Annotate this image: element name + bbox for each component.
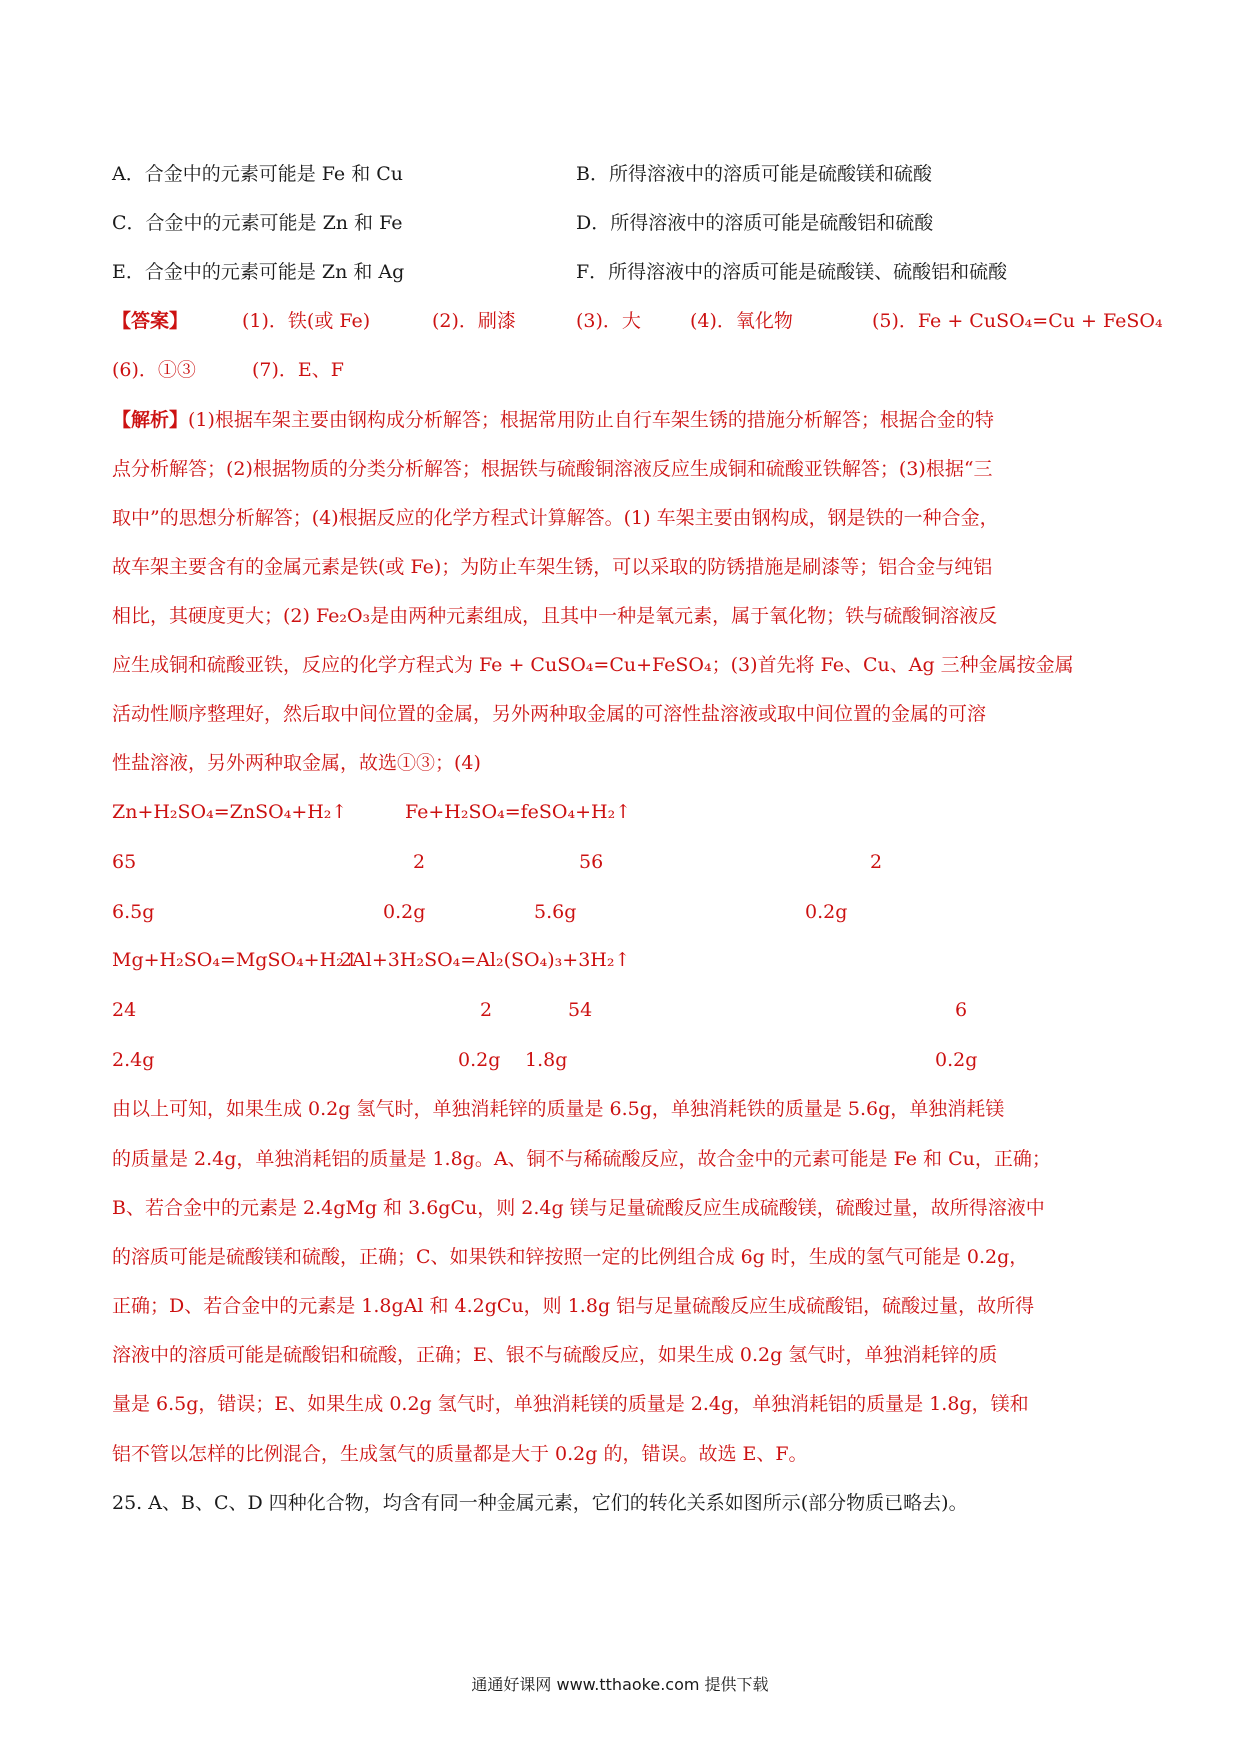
answer-row bbox=[112, 307, 1163, 335]
equation-value: 0.2g bbox=[458, 1049, 501, 1071]
conclusion-line: 由以上可知，如果生成 0.2g 氢气时，单独消耗锌的质量是 6.5g，单独消耗铁的质量是 5.6g，单独消耗镁 bbox=[112, 1098, 1005, 1120]
equation-fe: Fe+H₂SO₄=feSO₄+H₂↑ bbox=[405, 801, 632, 823]
conclusion-line: B、若合金中的元素是 2.4gMg 和 3.6gCu，则 2.4g 镁与足量硫酸反应生成硫酸镁，硫酸过量，故所得溶液中 bbox=[112, 1197, 1045, 1219]
analysis-line: 取中”的思想分析解答；(4)根据反应的化学方程式计算解答。(1) 车架主要由钢构成，钢是铁的一种合金， bbox=[112, 507, 999, 529]
answer-row-2 bbox=[112, 356, 344, 384]
page-footer: 通通好课网 www.tthaoke.com 提供下载 bbox=[471, 1675, 769, 1694]
analysis-line: 【解析】(1)根据车架主要由钢构成分析解答；根据常用防止自行车架生锈的措施分析解答；根据合金的特 bbox=[112, 409, 994, 431]
equation-value: 56 bbox=[579, 851, 604, 873]
option-row bbox=[112, 209, 934, 237]
answer-6: (6)．①③ bbox=[112, 359, 196, 381]
conclusion-line: 的溶质可能是硫酸镁和硫酸，正确；C、如果铁和锌按照一定的比例组合成 6g 时，生成的氢气可能是 0.2g， bbox=[112, 1246, 1029, 1268]
equation-value: 0.2g bbox=[935, 1049, 978, 1071]
conclusion-line: 正确；D、若合金中的元素是 1.8gAl 和 4.2gCu，则 1.8g 铝与足量硫酸反应生成硫酸铝，硫酸过量，故所得 bbox=[112, 1295, 1035, 1317]
equation-value: 6.5g bbox=[112, 901, 155, 923]
analysis-line: 性盐溶液，另外两种取金属，故选①③；(4) bbox=[112, 752, 481, 774]
conclusion-line: 量是 6.5g，错误；E、如果生成 0.2g 氢气时，单独消耗镁的质量是 2.4g，单独消耗铝的质量是 1.8g，镁和 bbox=[112, 1393, 1029, 1415]
equation-value: 0.2g bbox=[805, 901, 848, 923]
analysis-line: 点分析解答；(2)根据物质的分类分析解答；根据铁与硫酸铜溶液反应生成铜和硫酸亚铁解答；(3)根据“三 bbox=[112, 458, 993, 480]
equation-value: 2 bbox=[480, 999, 493, 1021]
analysis-line: 相比，其硬度更大；(2) Fe₂O₃是由两种元素组成，且其中一种是氧元素，属于氧化物；铁与硫酸铜溶液反 bbox=[112, 605, 998, 627]
equation-value: 54 bbox=[568, 999, 593, 1021]
option-f: F．所得溶液中的溶质可能是硫酸镁、硫酸铝和硫酸 bbox=[576, 261, 1008, 283]
conclusion-line: 的质量是 2.4g，单独消耗铝的质量是 1.8g。A、铜不与稀硫酸反应，故合金中的元素可能是 Fe 和 Cu，正确； bbox=[112, 1148, 1051, 1170]
option-b: B．所得溶液中的溶质可能是硫酸镁和硫酸 bbox=[576, 163, 932, 185]
answer-2: (2)．刷漆 bbox=[432, 310, 516, 332]
equation-value: 0.2g bbox=[383, 901, 426, 923]
conclusion-line: 铝不管以怎样的比例混合，生成氢气的质量都是大于 0.2g 的，错误。故选 E、F。 bbox=[112, 1443, 808, 1465]
analysis-line: 活动性顺序整理好，然后取中间位置的金属，另外两种取金属的可溶性盐溶液或取中间位置的金属的可溶 bbox=[112, 703, 987, 725]
analysis-line: 故车架主要含有的金属元素是铁(或 Fe)；为防止车架生锈，可以采取的防锈措施是刷漆等；铝合金与纯铝 bbox=[112, 556, 993, 578]
option-a: A．合金中的元素可能是 Fe 和 Cu bbox=[112, 163, 404, 185]
question-25: 25. A、B、C、D 四种化合物，均含有同一种金属元素，它们的转化关系如图所示(部分物质已略去)。 bbox=[112, 1492, 968, 1514]
answer-7: (7)．E、F bbox=[252, 359, 344, 381]
equation-value: 65 bbox=[112, 851, 137, 873]
equation-value: 2.4g bbox=[112, 1049, 155, 1071]
equation-value: 2 bbox=[870, 851, 883, 873]
option-e: E．合金中的元素可能是 Zn 和 Ag bbox=[112, 261, 405, 283]
equation-mg: Mg+H₂SO₄=MgSO₄+H₂↑ bbox=[112, 949, 360, 971]
answer-label: 【答案】 bbox=[112, 310, 189, 332]
answer-4: (4)．氧化物 bbox=[690, 310, 793, 332]
option-d: D．所得溶液中的溶质可能是硫酸铝和硫酸 bbox=[576, 212, 934, 234]
conclusion-line: 溶液中的溶质可能是硫酸铝和硫酸，正确；E、银不与硫酸反应，如果生成 0.2g 氢气时，单独消耗锌的质 bbox=[112, 1344, 998, 1366]
equation-zn: Zn+H₂SO₄=ZnSO₄+H₂↑ bbox=[112, 801, 348, 823]
answer-1: (1)．铁(或 Fe) bbox=[242, 310, 371, 332]
equation-al: 2Al+3H₂SO₄=Al₂(SO₄)₃+3H₂↑ bbox=[340, 949, 631, 971]
equation-value: 5.6g bbox=[534, 901, 577, 923]
equation-value: 2 bbox=[413, 851, 426, 873]
answer-3: (3)．大 bbox=[576, 310, 641, 332]
option-c: C．合金中的元素可能是 Zn 和 Fe bbox=[112, 212, 403, 234]
analysis-label: 【解析】 bbox=[112, 409, 189, 431]
analysis-line: 应生成铜和硫酸亚铁，反应的化学方程式为 Fe + CuSO₄=Cu+FeSO₄；(3)首先将 Fe、Cu、Ag 三种金属按金属 bbox=[112, 654, 1074, 676]
option-row bbox=[112, 258, 1008, 286]
equation-value: 6 bbox=[955, 999, 968, 1021]
equation-value: 24 bbox=[112, 999, 137, 1021]
answer-5: (5)．Fe + CuSO₄=Cu + FeSO₄ bbox=[872, 310, 1163, 332]
option-row bbox=[112, 160, 932, 188]
equation-value: 1.8g bbox=[525, 1049, 568, 1071]
